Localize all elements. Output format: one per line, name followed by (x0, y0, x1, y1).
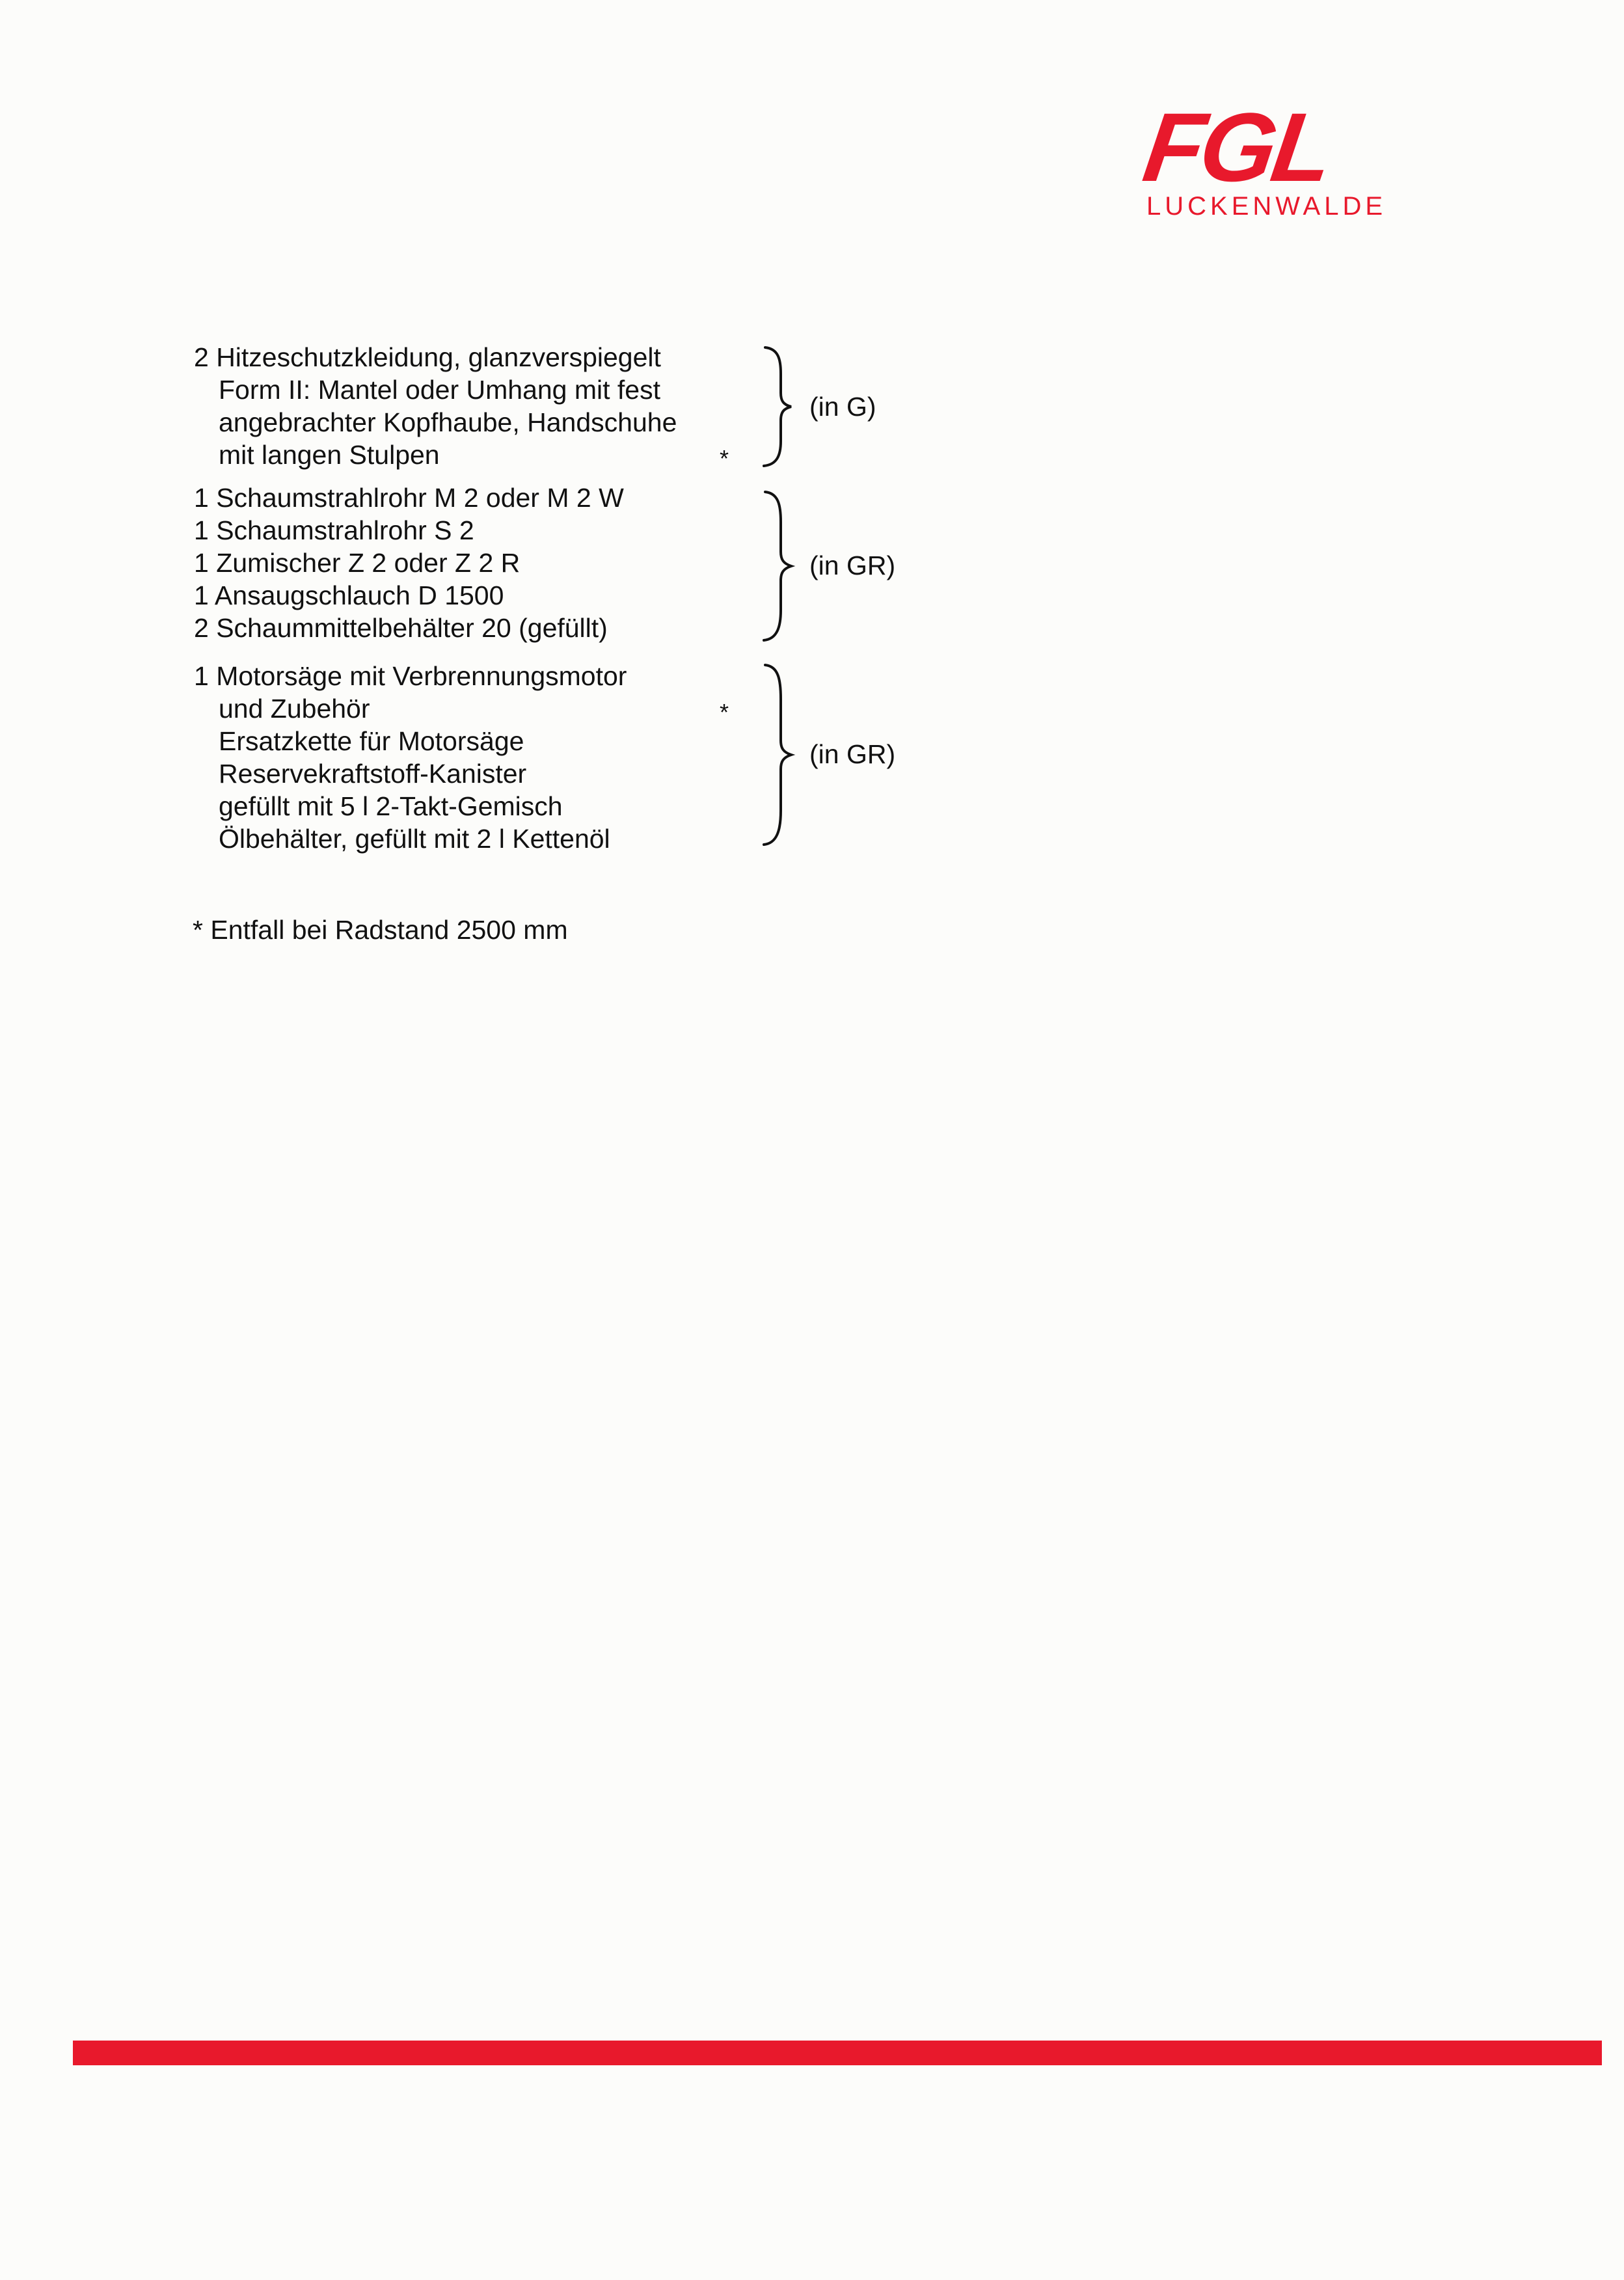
group-3-line-6: Ölbehälter, gefüllt mit 2 l Kettenöl (219, 824, 610, 854)
logo-subtitle: LUCKENWALDE (1146, 192, 1387, 221)
group-1-line-4: mit langen Stulpen (219, 440, 440, 470)
group-1-line-1: 2 Hitzeschutzkleidung, glanzverspiegelt (194, 342, 661, 372)
group-2-line-5: 2 Schaummittelbehälter 20 (gefüllt) (194, 613, 608, 643)
group-1-location: (in G) (809, 392, 876, 422)
group-2-line-3: 1 Zumischer Z 2 oder Z 2 R (194, 548, 521, 578)
group-3-location: (in GR) (809, 739, 896, 769)
group-3-line-2: und Zubehör (219, 694, 370, 724)
group-3-line-5: gefüllt mit 5 l 2-Takt-Gemisch (219, 791, 563, 821)
group-3-brace (760, 662, 799, 847)
group-2-line-4: 1 Ansaugschlauch D 1500 (194, 580, 504, 610)
group-1-asterisk: * (720, 445, 729, 472)
fgl-logo (1137, 92, 1568, 228)
logo-mark: FGL (1137, 92, 1336, 202)
group-2-brace (760, 489, 799, 643)
group-1-brace (760, 345, 799, 468)
group-1-line-2: Form II: Mantel oder Umhang mit fest (219, 375, 661, 405)
group-3-line-4: Reservekraftstoff-Kanister (219, 759, 527, 789)
group-2-line-2: 1 Schaumstrahlrohr S 2 (194, 515, 474, 545)
group-3-line-1: 1 Motorsäge mit Verbrennungsmotor (194, 661, 627, 691)
group-2-location: (in GR) (809, 550, 896, 580)
group-1-line-3: angebrachter Kopfhaube, Handschuhe (219, 407, 677, 437)
group-3-asterisk: * (720, 699, 729, 726)
group-3-line-3: Ersatzkette für Motorsäge (219, 726, 524, 756)
bottom-red-rule (73, 2041, 1602, 2065)
group-2-line-1: 1 Schaumstrahlrohr M 2 oder M 2 W (194, 483, 624, 513)
footnote: * Entfall bei Radstand 2500 mm (193, 915, 568, 945)
